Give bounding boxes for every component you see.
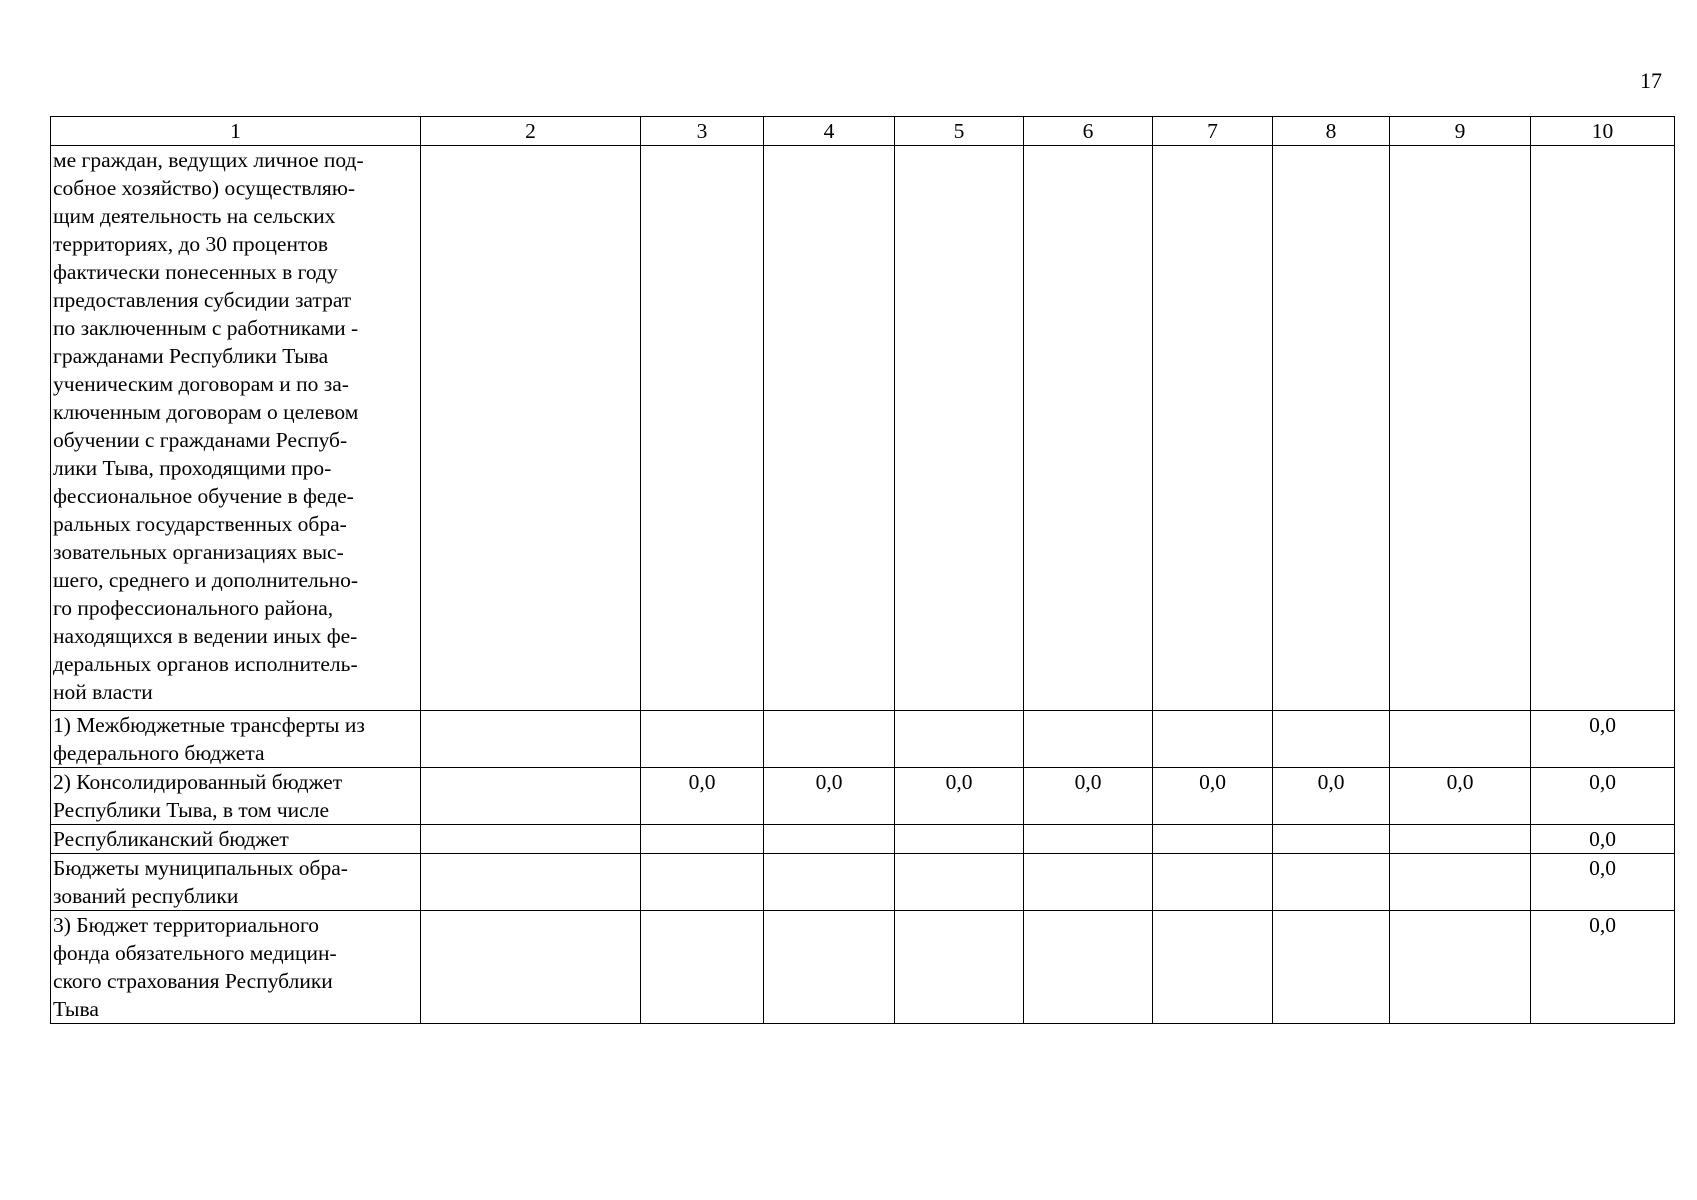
column-header: 4 xyxy=(764,117,895,146)
value-cell: 0,0 xyxy=(1531,854,1675,911)
page-number: 17 xyxy=(1640,68,1662,93)
value-cell xyxy=(1273,911,1390,1024)
row-label: Бюджеты муниципальных обра- зований республики xyxy=(51,854,421,911)
value-cell xyxy=(1153,854,1273,911)
value-cell xyxy=(764,825,895,854)
value-cell: 0,0 xyxy=(1531,768,1675,825)
value-cell xyxy=(1273,825,1390,854)
table-cell xyxy=(1531,146,1675,711)
column-header: 3 xyxy=(641,117,764,146)
column-header: 1 xyxy=(51,117,421,146)
value-cell xyxy=(895,911,1024,1024)
value-cell xyxy=(1390,911,1531,1024)
value-cell xyxy=(1390,825,1531,854)
value-cell: 0,0 xyxy=(895,768,1024,825)
table-cell xyxy=(1153,146,1273,711)
value-cell xyxy=(421,911,641,1024)
table-cell xyxy=(895,146,1024,711)
value-cell: 0,0 xyxy=(1153,768,1273,825)
value-cell xyxy=(641,825,764,854)
row-label: 3) Бюджет территориального фонда обязательного медицин- ского страхования Республики Тыва xyxy=(51,911,421,1024)
value-cell xyxy=(1390,711,1531,768)
value-cell xyxy=(641,911,764,1024)
value-cell xyxy=(641,854,764,911)
value-cell xyxy=(764,854,895,911)
table-cell xyxy=(764,146,895,711)
value-cell xyxy=(1390,854,1531,911)
value-cell xyxy=(421,825,641,854)
value-cell: 0,0 xyxy=(1531,711,1675,768)
value-cell xyxy=(1153,825,1273,854)
value-cell xyxy=(421,854,641,911)
value-cell xyxy=(895,825,1024,854)
table-cell xyxy=(1273,146,1390,711)
value-cell xyxy=(764,911,895,1024)
value-cell: 0,0 xyxy=(764,768,895,825)
value-cell xyxy=(764,711,895,768)
value-cell xyxy=(1024,825,1153,854)
table-row xyxy=(51,768,1675,825)
value-cell: 0,0 xyxy=(1531,825,1675,854)
value-cell: 0,0 xyxy=(1024,768,1153,825)
value-cell: 0,0 xyxy=(1273,768,1390,825)
column-header: 5 xyxy=(895,117,1024,146)
table-cell xyxy=(421,146,641,711)
table-cell xyxy=(1390,146,1531,711)
column-header: 6 xyxy=(1024,117,1153,146)
row-label: 1) Межбюджетные трансферты из федерального бюджета xyxy=(51,711,421,768)
value-cell: 0,0 xyxy=(641,768,764,825)
row-label: Республиканский бюджет xyxy=(51,825,421,854)
column-header: 2 xyxy=(421,117,641,146)
table-row xyxy=(51,711,1675,768)
column-header-row xyxy=(51,117,1675,146)
value-cell xyxy=(895,711,1024,768)
value-cell xyxy=(1273,854,1390,911)
value-cell xyxy=(421,711,641,768)
budget-table xyxy=(50,116,1675,1024)
table-cell xyxy=(641,146,764,711)
value-cell xyxy=(1024,911,1153,1024)
value-cell xyxy=(421,768,641,825)
value-cell: 0,0 xyxy=(1531,911,1675,1024)
table-row xyxy=(51,825,1675,854)
value-cell xyxy=(1153,911,1273,1024)
table-row xyxy=(51,854,1675,911)
table-cell xyxy=(1024,146,1153,711)
value-cell xyxy=(895,854,1024,911)
table-row xyxy=(51,146,1675,711)
value-cell xyxy=(641,711,764,768)
value-cell xyxy=(1024,854,1153,911)
table-row xyxy=(51,911,1675,1024)
column-header: 9 xyxy=(1390,117,1531,146)
value-cell: 0,0 xyxy=(1390,768,1531,825)
value-cell xyxy=(1153,711,1273,768)
value-cell xyxy=(1273,711,1390,768)
column-header: 8 xyxy=(1273,117,1390,146)
row-label: 2) Консолидированный бюджет Республики Тыва, в том числе xyxy=(51,768,421,825)
value-cell xyxy=(1024,711,1153,768)
column-header: 7 xyxy=(1153,117,1273,146)
column-header: 10 xyxy=(1531,117,1675,146)
description-cell: ме граждан, ведущих личное под- собное хозяйство) осуществляю- щим деятельность на сельских территориях, до 30 процентов фактически понесенных в году предоставления субсидии затрат по заключенным с работниками - гражданами Республики Тыва ученическим договорам и по за- ключенным договорам о целевом обучении с гражданами Респуб- лики Тыва, проходящими про- фессиональное обучение в феде- ральных государственных обра- зовательных организациях выс- шего, среднего и дополнительно- го профессионального района, находящихся в ведении иных фе- деральных органов исполнитель- ной власти xyxy=(51,146,421,711)
